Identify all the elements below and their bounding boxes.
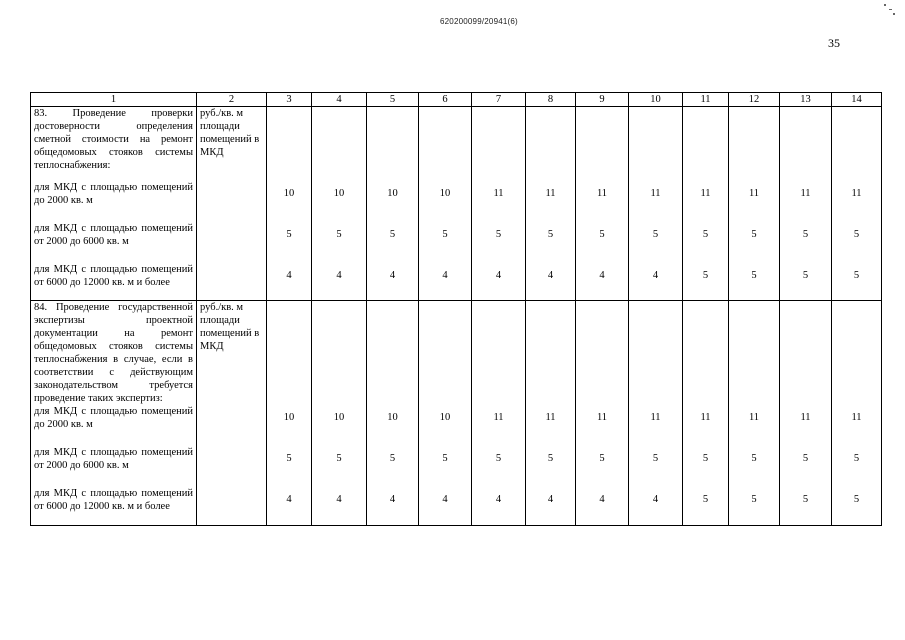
value-cell: 11 — [729, 181, 780, 222]
value-cell: 4 — [576, 487, 629, 525]
table-body — [31, 93, 882, 526]
value-cell: 4 — [367, 487, 419, 525]
value-cell: 11 — [629, 405, 683, 446]
empty-cell — [197, 181, 267, 222]
column-header-7: 7 — [472, 93, 526, 107]
column-header-10: 10 — [629, 93, 683, 107]
value-cell: 5 — [729, 487, 780, 525]
value-cell: 4 — [629, 263, 683, 301]
value-cell: 4 — [419, 263, 472, 301]
empty-cell — [419, 107, 472, 181]
value-cell: 5 — [683, 263, 729, 301]
row-label: для МКД с площадью помещений до 2000 кв. м — [31, 405, 197, 446]
row-label: для МКД с площадью помещений от 2000 до 6000 кв. м — [31, 222, 197, 263]
document-code: 620200099/20941(6) — [440, 17, 518, 26]
value-cell: 5 — [832, 487, 882, 525]
value-cell: 11 — [472, 181, 526, 222]
value-cell: 5 — [526, 222, 576, 263]
empty-cell — [312, 301, 367, 406]
value-cell: 5 — [780, 487, 832, 525]
value-cell: 11 — [526, 405, 576, 446]
scan-speck — [889, 9, 892, 10]
value-cell: 5 — [683, 446, 729, 487]
empty-cell — [683, 107, 729, 181]
column-header-14: 14 — [832, 93, 882, 107]
row-label: для МКД с площадью помещений от 6000 до 12000 кв. м и более — [31, 487, 197, 525]
value-cell: 4 — [267, 487, 312, 525]
column-number-row — [31, 93, 882, 107]
column-header-9: 9 — [576, 93, 629, 107]
value-cell: 11 — [683, 181, 729, 222]
column-header-13: 13 — [780, 93, 832, 107]
empty-cell — [780, 301, 832, 406]
value-cell: 5 — [832, 446, 882, 487]
value-cell: 11 — [576, 181, 629, 222]
empty-cell — [576, 107, 629, 181]
value-cell: 11 — [683, 405, 729, 446]
table-row — [31, 263, 882, 301]
empty-cell — [629, 301, 683, 406]
value-cell: 5 — [780, 263, 832, 301]
table-row — [31, 446, 882, 487]
value-cell: 4 — [367, 263, 419, 301]
value-cell: 11 — [780, 405, 832, 446]
table-row — [31, 487, 882, 525]
value-cell: 4 — [472, 263, 526, 301]
value-cell: 5 — [683, 222, 729, 263]
column-header-11: 11 — [683, 93, 729, 107]
value-cell: 5 — [312, 222, 367, 263]
empty-cell — [367, 107, 419, 181]
unit-cell: руб./кв. м площади помещений в МКД — [197, 107, 267, 181]
value-cell: 5 — [367, 446, 419, 487]
value-cell: 4 — [267, 263, 312, 301]
empty-cell — [267, 107, 312, 181]
value-cell: 10 — [312, 181, 367, 222]
value-cell: 4 — [526, 263, 576, 301]
empty-cell — [312, 107, 367, 181]
column-header-3: 3 — [267, 93, 312, 107]
empty-cell — [729, 301, 780, 406]
value-cell: 11 — [629, 181, 683, 222]
empty-cell — [267, 301, 312, 406]
value-cell: 5 — [832, 263, 882, 301]
empty-cell — [526, 107, 576, 181]
empty-cell — [683, 301, 729, 406]
empty-cell — [629, 107, 683, 181]
tariff-table — [30, 92, 882, 526]
column-header-1: 1 — [31, 93, 197, 107]
empty-cell — [472, 301, 526, 406]
column-header-2: 2 — [197, 93, 267, 107]
row-label: для МКД с площадью помещений от 6000 до 12000 кв. м и более — [31, 263, 197, 301]
value-cell: 4 — [312, 263, 367, 301]
unit-cell: руб./кв. м площади помещений в МКД — [197, 301, 267, 406]
table-row — [31, 405, 882, 446]
empty-cell — [472, 107, 526, 181]
value-cell: 5 — [576, 222, 629, 263]
table-row — [31, 181, 882, 222]
value-cell: 4 — [629, 487, 683, 525]
row-label: для МКД с площадью помещений до 2000 кв. м — [31, 181, 197, 222]
value-cell: 11 — [832, 405, 882, 446]
value-cell: 10 — [267, 181, 312, 222]
value-cell: 5 — [312, 446, 367, 487]
value-cell: 5 — [419, 222, 472, 263]
empty-cell — [197, 222, 267, 263]
value-cell: 11 — [832, 181, 882, 222]
scan-speck — [893, 13, 895, 15]
empty-cell — [367, 301, 419, 406]
value-cell: 5 — [780, 222, 832, 263]
empty-cell — [780, 107, 832, 181]
section-title-row — [31, 301, 882, 406]
value-cell: 5 — [267, 446, 312, 487]
value-cell: 5 — [832, 222, 882, 263]
section-title-row — [31, 107, 882, 181]
value-cell: 11 — [729, 405, 780, 446]
column-header-6: 6 — [419, 93, 472, 107]
value-cell: 5 — [526, 446, 576, 487]
value-cell: 5 — [683, 487, 729, 525]
value-cell: 4 — [312, 487, 367, 525]
value-cell: 5 — [729, 263, 780, 301]
empty-cell — [197, 263, 267, 301]
value-cell: 5 — [576, 446, 629, 487]
value-cell: 10 — [367, 405, 419, 446]
page-number: 35 — [828, 36, 840, 50]
value-cell: 5 — [629, 222, 683, 263]
empty-cell — [197, 446, 267, 487]
column-header-8: 8 — [526, 93, 576, 107]
value-cell: 4 — [419, 487, 472, 525]
value-cell: 5 — [729, 222, 780, 263]
value-cell: 11 — [780, 181, 832, 222]
empty-cell — [832, 107, 882, 181]
value-cell: 11 — [576, 405, 629, 446]
section-title: 84. Проведение государственной экспертизы проектной документации на ремонт общедомовых стояков системы теплоснабжения в случае, если в соответствии с действующим законодательством требуется проведение таких экспертиз: — [31, 301, 197, 406]
value-cell: 5 — [729, 446, 780, 487]
column-header-5: 5 — [367, 93, 419, 107]
value-cell: 5 — [629, 446, 683, 487]
empty-cell — [197, 487, 267, 525]
empty-cell — [576, 301, 629, 406]
value-cell: 5 — [780, 446, 832, 487]
empty-cell — [729, 107, 780, 181]
value-cell: 5 — [419, 446, 472, 487]
value-cell: 4 — [472, 487, 526, 525]
value-cell: 10 — [419, 405, 472, 446]
value-cell: 10 — [267, 405, 312, 446]
value-cell: 4 — [576, 263, 629, 301]
empty-cell — [832, 301, 882, 406]
empty-cell — [419, 301, 472, 406]
value-cell: 10 — [312, 405, 367, 446]
column-header-4: 4 — [312, 93, 367, 107]
value-cell: 5 — [367, 222, 419, 263]
value-cell: 11 — [526, 181, 576, 222]
section-title: 83. Проведение проверки достоверности определения сметной стоимости на ремонт общедомовых стояков системы теплоснабжения: — [31, 107, 197, 181]
row-label: для МКД с площадью помещений от 2000 до 6000 кв. м — [31, 446, 197, 487]
value-cell: 10 — [367, 181, 419, 222]
value-cell: 10 — [419, 181, 472, 222]
value-cell: 5 — [472, 222, 526, 263]
table-row — [31, 222, 882, 263]
empty-cell — [197, 405, 267, 446]
value-cell: 11 — [472, 405, 526, 446]
scan-speck — [884, 4, 886, 6]
empty-cell — [526, 301, 576, 406]
column-header-12: 12 — [729, 93, 780, 107]
value-cell: 5 — [267, 222, 312, 263]
value-cell: 4 — [526, 487, 576, 525]
value-cell: 5 — [472, 446, 526, 487]
